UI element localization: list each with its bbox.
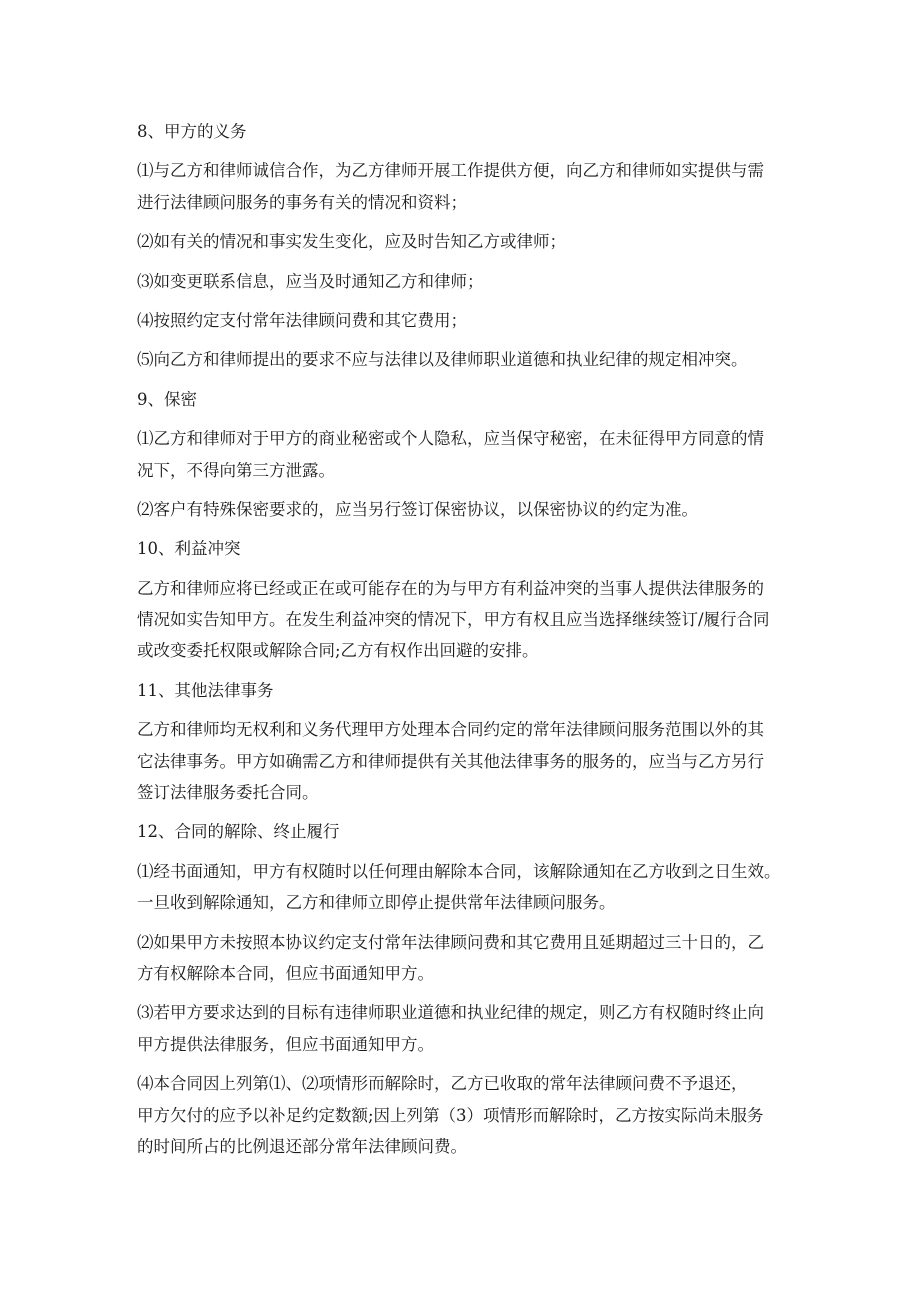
clause-item — [137, 423, 797, 486]
section-heading: 10、利益冲突 — [137, 539, 241, 559]
text-line: 乙方和律师均无权利和义务代理甲方处理本合同约定的常年法律顾问服务范围以外的其 — [137, 720, 764, 740]
text-line: ⑴经书面通知，甲方有权随时以任何理由解除本合同，该解除通知在乙方收到之日生效。 — [137, 861, 781, 881]
section-8 — [137, 116, 797, 376]
section-10 — [137, 533, 797, 667]
paragraph — [137, 714, 797, 808]
text-line: ⑵如果甲方未按照本协议约定支付常年法律顾问费和其它费用且延期超过三十日的，乙 — [137, 932, 764, 952]
text-line: 或改变委托权限或解除合同;乙方有权作出回避的安排。 — [137, 641, 539, 661]
paragraph — [137, 573, 797, 667]
text-line: ⑸向乙方和律师提出的要求不应与法律以及律师职业道德和执业纪律的规定相冲突。 — [137, 350, 748, 370]
section-heading: 8、甲方的义务 — [137, 122, 247, 141]
text-line: 它法律事务。甲方如确需乙方和律师提供有关其他法律事务的服务的，应当与乙方另行 — [137, 751, 764, 771]
text-line: ⑴与乙方和律师诚信合作，为乙方律师开展工作提供方便，向乙方和律师如实提供与需 — [137, 161, 764, 181]
clause-item — [137, 1068, 797, 1162]
section-11 — [137, 675, 797, 809]
clause-item — [137, 305, 797, 336]
text-line: 情况如实告知甲方。在发生利益冲突的情况下，甲方有权且应当选择继续签订/履行合同 — [137, 610, 770, 630]
text-line: 甲方欠付的应予以补足约定数额;因上列第（3）项情形而解除时，乙方按实际尚未服务 — [137, 1105, 764, 1125]
clause-item — [137, 266, 797, 297]
text-line: 进行法律顾问服务的事务有关的情况和资料； — [137, 192, 467, 212]
text-line: ⑴乙方和律师对于甲方的商业秘密或个人隐私，应当保守秘密，在未征得甲方同意的情 — [137, 429, 764, 449]
clause-item — [137, 155, 797, 218]
text-line: 签订法律服务委托合同。 — [137, 783, 319, 803]
clause-item — [137, 856, 797, 919]
clause-item — [137, 927, 797, 990]
clause-item — [137, 494, 797, 525]
section-9 — [137, 384, 797, 526]
text-line: ⑶如变更联系信息，应当及时通知乙方和律师； — [137, 271, 484, 291]
clause-item — [137, 344, 797, 375]
text-line: 方有权解除本合同，但应书面通知甲方。 — [137, 963, 434, 983]
text-line: ⑵如有关的情况和事实发生变化，应及时告知乙方或律师； — [137, 232, 566, 252]
section-12 — [137, 816, 797, 1162]
text-line: ⑵客户有特殊保密要求的，应当另行签订保密协议，以保密协议的约定为准。 — [137, 499, 698, 519]
text-line: 一旦收到解除通知，乙方和律师立即停止提供常年法律顾问服务。 — [137, 893, 616, 913]
clause-item — [137, 226, 797, 257]
text-line: 的时间所占的比例退还部分常年法律顾问费。 — [137, 1136, 467, 1156]
section-heading: 9、保密 — [137, 389, 197, 409]
text-line: 况下，不得向第三方泄露。 — [137, 460, 335, 480]
text-line: 乙方和律师应将已经或正在或可能存在的为与甲方有利益冲突的当事人提供法律服务的 — [137, 578, 764, 598]
clause-item — [137, 997, 797, 1060]
text-line: 甲方提供法律服务，但应书面通知甲方。 — [137, 1034, 434, 1054]
text-line: ⑶若甲方要求达到的目标有违律师职业道德和执业纪律的规定，则乙方有权随时终止向 — [137, 1003, 764, 1023]
section-heading: 12、合同的解除、终止履行 — [137, 822, 340, 842]
text-line: ⑷本合同因上列第⑴、⑵项情形而解除时，乙方已收取的常年法律顾问费不予退还， — [137, 1074, 748, 1094]
text-line: ⑷按照约定支付常年法律顾问费和其它费用； — [137, 310, 467, 330]
document-body — [137, 116, 797, 1162]
section-heading: 11、其他法律事务 — [137, 680, 274, 700]
